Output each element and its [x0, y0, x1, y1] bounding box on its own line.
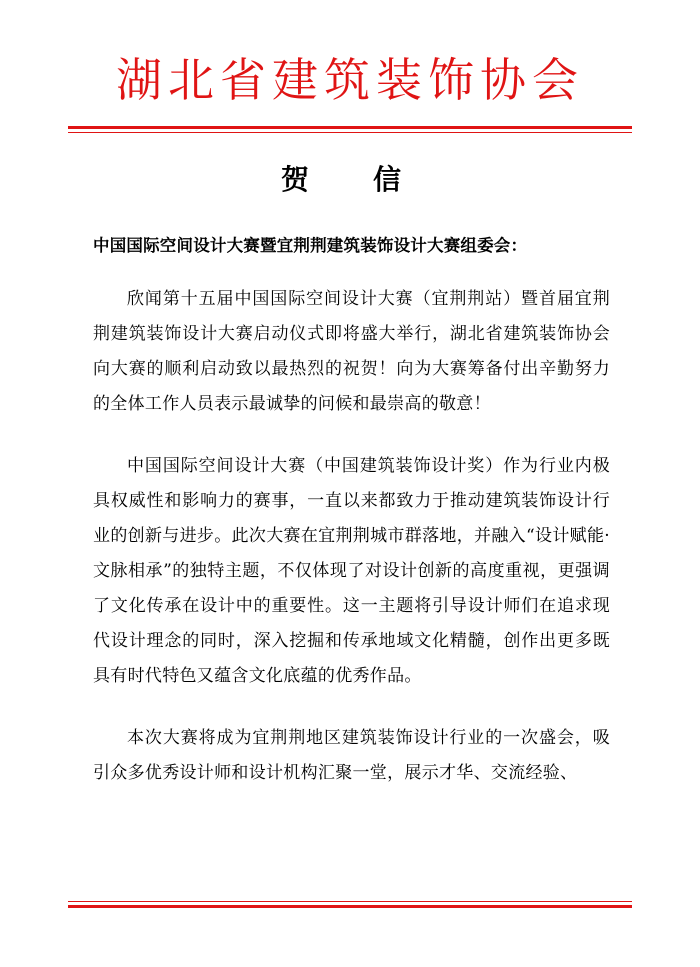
paragraph-3: 本次大赛将成为宜荆荆地区建筑装饰设计行业的一次盛会，吸引众多优秀设计师和设计机构汇聚一堂，展示才华、交流经验、 — [93, 728, 610, 783]
letterhead-rule-thin — [68, 132, 632, 133]
footer-rule-thick — [68, 905, 632, 908]
letterhead-rule-thick — [68, 126, 632, 129]
salutation: 中国国际空间设计大赛暨宜荆荆建筑装饰设计大赛组委会： — [93, 236, 528, 255]
letter-body — [93, 282, 610, 818]
paragraph-2: 中国国际空间设计大赛（中国建筑装饰设计奖）作为行业内极具权威性和影响力的赛事，一直以来都致力于推动建筑装饰设计行业的创新与进步。此次大赛在宜荆荆城市群落地，并融入“设计赋能·文脉相承”的独特主题，不仅体现了对设计创新的高度重视，更强调了文化传承在设计中的重要性。这一主题将引导设计师们在追求现代设计理念的同时，深入挖掘和传承地域文化精髓，创作出更多既具有时代特色又蕴含文化底蕴的优秀作品。 — [93, 456, 610, 686]
footer-rule-thin — [68, 901, 632, 902]
document-title: 贺 信 — [280, 163, 419, 196]
letterhead-org-name: 湖北省建筑装饰协会 — [116, 53, 584, 107]
paragraph-1: 欣闻第十五届中国国际空间设计大赛（宜荆荆站）暨首届宜荆荆建筑装饰设计大赛启动仪式即将盛大举行，湖北省建筑装饰协会向大赛的顺利启动致以最热烈的祝贺！向为大赛筹备付出辛勤努力的全体工作人员表示最诚挚的问候和最崇高的敬意！ — [93, 289, 610, 414]
